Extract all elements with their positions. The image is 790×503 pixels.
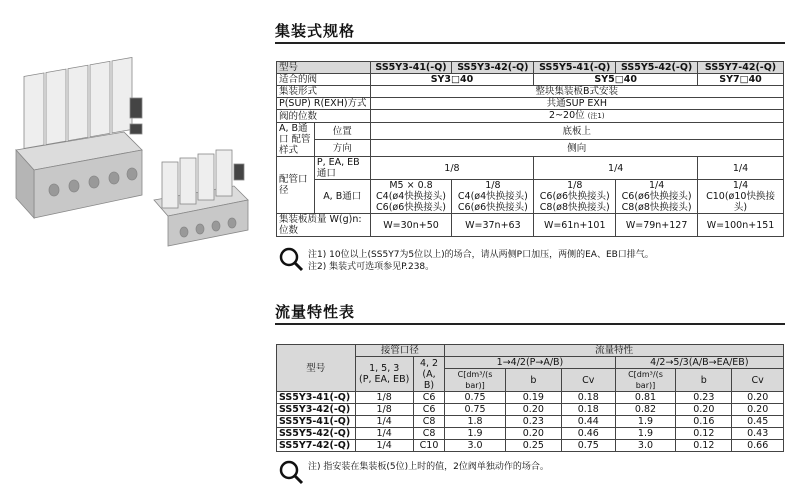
h-c2: C[dm³/(s bar)]: [615, 369, 676, 392]
valve-sy7: SY7□40: [698, 74, 784, 86]
label-form: 集装形式: [277, 86, 371, 98]
model-2: SS5Y3-42(-Q): [452, 62, 534, 74]
flow-cell: 0.20: [505, 428, 561, 440]
flow-cell: C8: [413, 416, 444, 428]
flow-note: 注) 指安装在集装板(5位)上时的值，2位阀单独动作的场合。: [308, 462, 549, 472]
flow-cell: C6: [413, 392, 444, 404]
table-row: [277, 392, 784, 404]
flow-cell: 0.45: [732, 416, 784, 428]
flow-title: 流量特性表: [275, 303, 356, 321]
flow-cell: 1.9: [445, 428, 506, 440]
flow-cell: 0.75: [445, 392, 506, 404]
flow-cell: 1/4: [355, 416, 413, 428]
flow-cell: 0.81: [615, 392, 676, 404]
pe-sy3: 1/8: [370, 157, 534, 180]
h-b1: b: [505, 369, 561, 392]
flow-cell: 1/4: [355, 440, 413, 452]
flow-cell: C10: [413, 440, 444, 452]
stations-value: [370, 110, 783, 123]
flow-cell: 0.18: [561, 392, 615, 404]
flow-cell: 0.20: [676, 404, 732, 416]
flow-cell: 0.82: [615, 404, 676, 416]
flow-cell: 0.20: [732, 404, 784, 416]
stations-note: (注1): [587, 112, 605, 120]
flow-cell: 0.12: [676, 440, 732, 452]
label-model: 型号: [277, 62, 371, 74]
flow-model: SS5Y3-41(-Q): [277, 392, 356, 404]
flow-cell: 0.66: [732, 440, 784, 452]
label-layout-text: 配管样式: [279, 134, 311, 156]
model-5: SS5Y7-42(-Q): [698, 62, 784, 74]
flow-cell: C8: [413, 428, 444, 440]
flow-cell: 0.75: [445, 404, 506, 416]
flow-cell: 3.0: [445, 440, 506, 452]
pe-sy7: 1/4: [698, 157, 784, 180]
label-ab2: A, B通口: [314, 180, 370, 214]
h-model: 型号: [277, 345, 356, 392]
label-port: P(SUP) R(EXH)方式: [277, 98, 371, 110]
flow-cell: 0.16: [676, 416, 732, 428]
spec-title: 集装式规格: [275, 22, 356, 40]
label-direction: 方向: [314, 140, 370, 157]
spec-rule: [275, 42, 785, 44]
ab-3: 1/8 C6(ø6快换接头) C8(ø8快换接头): [534, 180, 616, 214]
valve-sy5: SY5□40: [534, 74, 698, 86]
table-row: [277, 416, 784, 428]
spec-note-2: 注2) 集装式可选项参见P.238。: [308, 262, 435, 272]
flow-cell: 1.8: [445, 416, 506, 428]
direction-value: 侧向: [370, 140, 783, 157]
model-4: SS5Y5-42(-Q): [616, 62, 698, 74]
h-g2: 4/2→5/3(A/B→EA/EB): [615, 357, 783, 369]
weight-4: W=79n+127: [616, 214, 698, 237]
magnifier-icon: [278, 459, 304, 485]
label-weight: 集装板质量 W(g)n:位数: [277, 214, 371, 237]
valve-sy3: SY3□40: [370, 74, 534, 86]
h-p135: 1, 5, 3 (P, EA, EB): [355, 357, 413, 392]
form-value: 整块集装板B式安装: [370, 86, 783, 98]
ab-1: M5 × 0.8 C4(ø4快换接头) C6(ø6快换接头): [370, 180, 452, 214]
weight-2: W=37n+63: [452, 214, 534, 237]
h-b2: b: [676, 369, 732, 392]
position-value: 底板上: [370, 123, 783, 140]
manifold-photo: [4, 40, 266, 270]
table-row: [277, 404, 784, 416]
label-position: 位置: [314, 123, 370, 140]
label-pe: P, EA, EB通口: [314, 157, 370, 180]
flow-rule: [275, 323, 785, 325]
flow-cell: 0.23: [676, 392, 732, 404]
h-pipe: 接管口径: [355, 345, 445, 357]
flow-cell: 3.0: [615, 440, 676, 452]
label-layout: [277, 123, 315, 157]
h-cv1: Cv: [561, 369, 615, 392]
model-3: SS5Y5-41(-Q): [534, 62, 616, 74]
flow-model: SS5Y7-42(-Q): [277, 440, 356, 452]
flow-table: [276, 344, 784, 452]
flow-cell: 0.23: [505, 416, 561, 428]
flow-cell: 1.9: [615, 416, 676, 428]
label-valve: 适合的阀: [277, 74, 371, 86]
flow-cell: 0.25: [505, 440, 561, 452]
flow-cell: 0.46: [561, 428, 615, 440]
pe-sy5: 1/4: [534, 157, 698, 180]
label-ab: A, B通口: [279, 123, 308, 145]
flow-model: SS5Y5-42(-Q): [277, 428, 356, 440]
flow-cell: 1/8: [355, 392, 413, 404]
ab-2: 1/8 C4(ø4快换接头) C6(ø6快换接头): [452, 180, 534, 214]
weight-5: W=100n+151: [698, 214, 784, 237]
spec-table: [276, 61, 784, 237]
flow-cell: 1/8: [355, 404, 413, 416]
table-row: [277, 440, 784, 452]
flow-model: SS5Y5-41(-Q): [277, 416, 356, 428]
h-cv2: Cv: [732, 369, 784, 392]
label-stations: 阀的位数: [277, 110, 371, 123]
flow-cell: 0.75: [561, 440, 615, 452]
flow-cell: 1.9: [615, 428, 676, 440]
h-g1: 1→4/2(P→A/B): [445, 357, 615, 369]
weight-1: W=30n+50: [370, 214, 452, 237]
ab-5: 1/4 C10(ø10快换接头): [698, 180, 784, 214]
flow-model: SS5Y3-42(-Q): [277, 404, 356, 416]
flow-cell: 0.20: [732, 392, 784, 404]
h-p42: 4, 2 (A, B): [413, 357, 444, 392]
weight-3: W=61n+101: [534, 214, 616, 237]
stations-text: 2~20位: [549, 110, 585, 121]
h-flow: 流量特性: [445, 345, 784, 357]
model-1: SS5Y3-41(-Q): [370, 62, 452, 74]
port-value: 共通SUP EXH: [370, 98, 783, 110]
spec-note-1: 注1) 10位以上(SS5Y7为5位以上)的场合，请从两侧P口加压，两侧的EA、EB口排气。: [308, 250, 654, 260]
flow-cell: 0.18: [561, 404, 615, 416]
ab-4: 1/4 C6(ø6快换接头) C8(ø8快换接头): [616, 180, 698, 214]
flow-cell: 0.44: [561, 416, 615, 428]
flow-cell: 0.12: [676, 428, 732, 440]
flow-cell: 0.19: [505, 392, 561, 404]
h-c1: C[dm³/(s bar)]: [445, 369, 506, 392]
flow-cell: 0.43: [732, 428, 784, 440]
magnifier-icon: [278, 246, 304, 272]
flow-cell: C6: [413, 404, 444, 416]
label-pipe: 配管口径: [277, 157, 315, 214]
table-row: [277, 428, 784, 440]
flow-cell: 0.20: [505, 404, 561, 416]
flow-cell: 1/4: [355, 428, 413, 440]
